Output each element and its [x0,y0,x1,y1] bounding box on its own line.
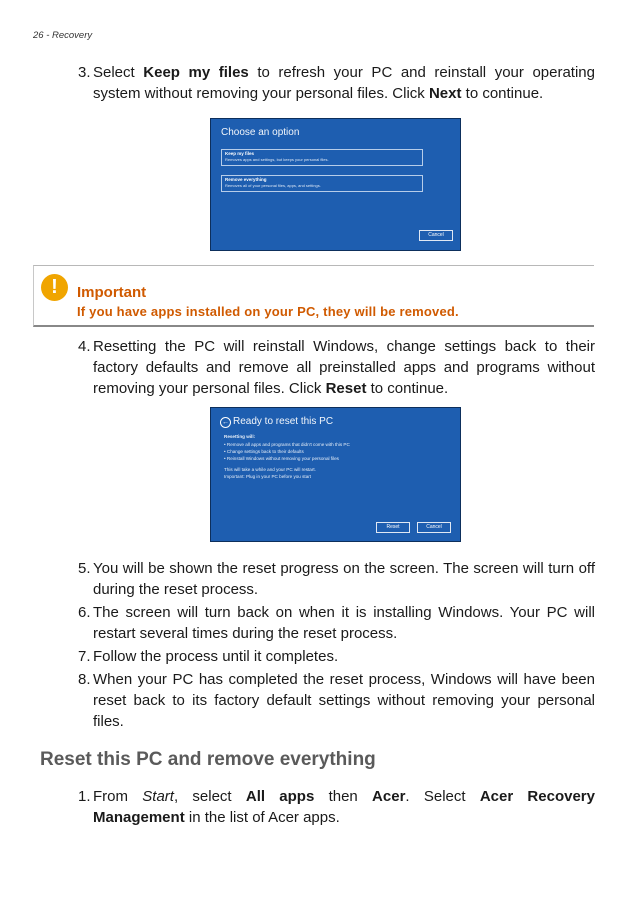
important-callout [33,265,594,327]
screen-title: Ready to reset this PC [233,416,334,427]
back-arrow-icon[interactable]: ← [222,419,229,426]
section-title: Reset this PC and remove everything [40,749,376,770]
step-6 [78,602,595,644]
reset-button[interactable]: Reset [376,522,410,533]
option-title: Keep my files [225,151,255,156]
step-3 [78,62,595,104]
step-number: 8. [78,671,91,688]
step-number: 6. [78,604,91,621]
step-text: Select Keep my files to refresh your PC and reinstall your operating system without removing your personal files. Click Next to continue. [93,64,595,102]
step-1 [78,786,595,828]
step-4 [78,336,595,399]
important-title: Important [77,284,147,301]
step-number: 3. [78,64,91,81]
reset-important-note: Important: Plug in your PC before you start [224,474,312,479]
page-header: 26 - Recovery [33,30,93,41]
screenshot-ready-to-reset [210,407,461,542]
reset-bullet: • Reinstall Windows without removing your personal files [224,456,339,461]
step-text: Resetting the PC will reinstall Windows, change settings back to their factory defaults and remove all preinstalled apps and programs without removing your personal files. Click Reset to continue. [93,338,595,397]
step-text: Follow the process until it completes. [93,648,339,665]
reset-heading: Resetting will: [224,434,256,439]
reset-bullet: • Remove all apps and programs that didn't come with this PC [224,442,350,447]
reset-note: This will take a while and your PC will restart. [224,467,316,472]
step-text: From Start, select All apps then Acer. Select Acer Recovery Management in the list of Acer apps. [93,788,595,826]
important-text: If you have apps installed on your PC, they will be removed. [77,304,459,319]
step-number: 1. [78,788,91,805]
step-number: 7. [78,648,91,665]
step-number: 5. [78,560,91,577]
option-remove-everything[interactable] [221,175,423,192]
cancel-button[interactable]: Cancel [419,230,453,241]
option-title: Remove everything [225,177,267,182]
step-text: You will be shown the reset progress on the screen. The screen will turn off during the reset process. [93,560,595,598]
option-keep-my-files[interactable] [221,149,423,166]
step-number: 4. [78,338,91,355]
step-8 [78,669,595,732]
step-text: When your PC has completed the reset process, Windows will have been reset back to its factory default settings without removing your personal files. [93,671,595,730]
cancel-button[interactable]: Cancel [417,522,451,533]
screen-title: Choose an option [221,127,300,138]
warning-icon: ! [41,274,68,301]
option-description: Removes apps and settings, but keeps your personal files. [225,157,329,162]
step-text: The screen will turn back on when it is installing Windows. Your PC will restart several times during the reset process. [93,604,595,642]
option-description: Removes all of your personal files, apps, and settings. [225,183,321,188]
screenshot-choose-option [210,118,461,251]
step-7 [78,646,595,667]
reset-bullet: • Change settings back to their defaults [224,449,304,454]
step-5 [78,558,595,600]
